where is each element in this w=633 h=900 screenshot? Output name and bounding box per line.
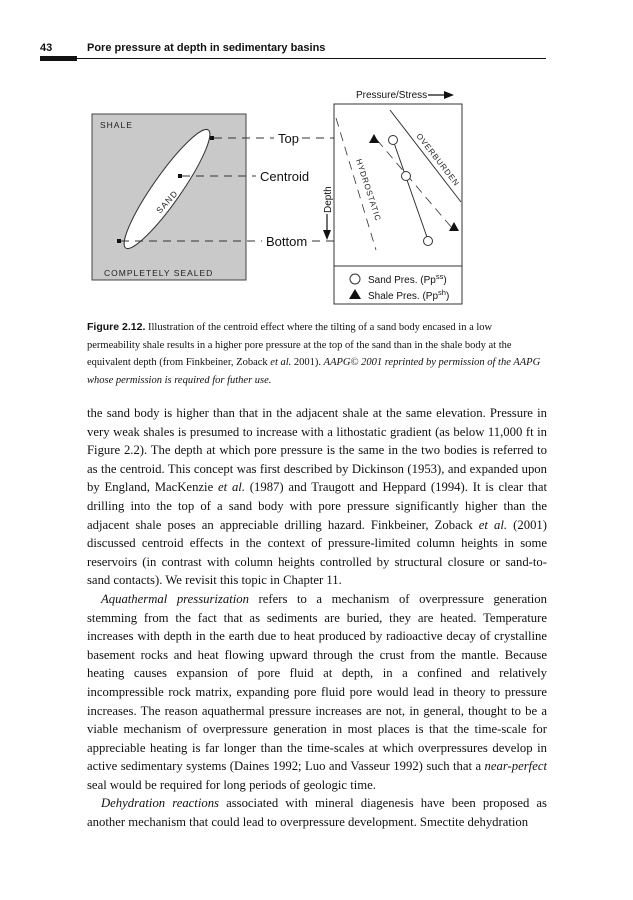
- depth-axis-label: Depth: [323, 186, 334, 213]
- overburden-label: OVERBURDEN: [414, 131, 462, 189]
- legend-sand-text: Sand Pres. $(Pp^{ss})$: [368, 272, 447, 286]
- running-title: Pore pressure at depth in sedimentary basins: [87, 42, 326, 54]
- legend-shale-text: Shale Pres. $(Pp^{sh})$: [368, 288, 450, 302]
- pressure-axis-arrowhead: [444, 91, 454, 99]
- legend-shale-symbol: [349, 289, 361, 299]
- hydrostatic-label: HYDROSTATIC: [354, 157, 383, 223]
- sand-pressure-line: [393, 140, 428, 240]
- page-number: 43: [40, 42, 53, 54]
- figure-centroid-diagram: [0, 0, 633, 320]
- body-text: [87, 404, 547, 832]
- caption-text-1: Illustration of the centroid effect where the tilting of a sand body encased in a low permeability shale results in a higher pore pressure at the top of the sand than in the shale body at the equivalent depth (from Finkbeiner, Zoback: [87, 322, 512, 368]
- shale-pressure-marker-top: [369, 134, 379, 143]
- paragraph-1: the sand body is higher than that in the adjacent shale at the same elevation. Pressure in very weak shales is presumed to increase with a lithostatic gradient (as below 11,000 ft in Figure 2.2). The depth at which pore pressure is the same in the two bodies is referred to as the centroid. This concept was first described by Dickinson (1953), and expanded upon by England, MacKenzie et al. (1987) and Traugott and Heppard (1994). It is clear that drilling into the top of a sand body with pore pressure significantly higher than the adjacent shale poses an appreciable drilling hazard. Finkbeiner, Zoback et al. (2001) discussed centroid effects in the context of pressure-limited column heights in some reservoirs (in contrast with column heights controlled by structural closure or sand-to-sand contacts). We revisit this topic in Chapter 11.: [87, 406, 547, 588]
- legend-sand-symbol: [350, 274, 360, 284]
- caption-etal: et al.: [270, 357, 292, 368]
- top-marker: [210, 136, 214, 140]
- depth-axis-arrowhead: [323, 230, 331, 240]
- figure-label: Figure 2.12.: [87, 321, 146, 333]
- shale-label: SHALE: [100, 120, 133, 130]
- bottom-label: Bottom: [266, 234, 308, 249]
- pressure-axis-label: Pressure/Stress: [356, 90, 428, 101]
- centroid-label: Centroid: [260, 169, 310, 184]
- paragraph-3: Dehydration reactions associated with mineral diagenesis have been proposed as another mechanism that could lead to overpressure development. Smectite dehydration: [87, 796, 547, 830]
- paragraph-2: Aquathermal pressurization refers to a mechanism of overpressure generation stemming from the fact that as sediments are buried, they are heated. Temperature increases with depth in the earth due to heat produced by radioactive decay of crystalline basement rocks and heat flowing upward through the crust from the mantle. Because heating causes expansion of pore fluid at depth, in a confined and relatively incompressible rock matrix, expanding pore fluid pore would lead in theory to pressure increases. The reason aquathermal pressure increases are not, in general, thought to be a viable mechanism of overpressure generation in most places is that the time-scale for appreciable heating is far longer than the time-scales at which overpressures develop in active sedimentary systems (Daines 1992; Luo and Vasseur 1992) such that a near-perfect seal would be required for long periods of geologic time.: [87, 591, 547, 792]
- sand-pressure-marker-centroid: [402, 172, 411, 181]
- caption-permission: AAPG© 2001 reprinted by permission of the AAPG whose permission is required for futher use.: [87, 357, 541, 386]
- sand-label: SAND: [154, 188, 180, 216]
- bottom-marker: [117, 239, 121, 243]
- shale-pressure-line: [377, 140, 452, 228]
- caption-text-2: 2001).: [291, 357, 324, 368]
- sand-pressure-marker-bottom: [424, 237, 433, 246]
- sand-pressure-marker-top: [389, 136, 398, 145]
- overburden-line: [390, 110, 461, 202]
- sealed-label: COMPLETELY SEALED: [104, 268, 214, 278]
- figure-caption: [87, 319, 547, 389]
- centroid-marker: [178, 174, 182, 178]
- top-label: Top: [278, 131, 299, 146]
